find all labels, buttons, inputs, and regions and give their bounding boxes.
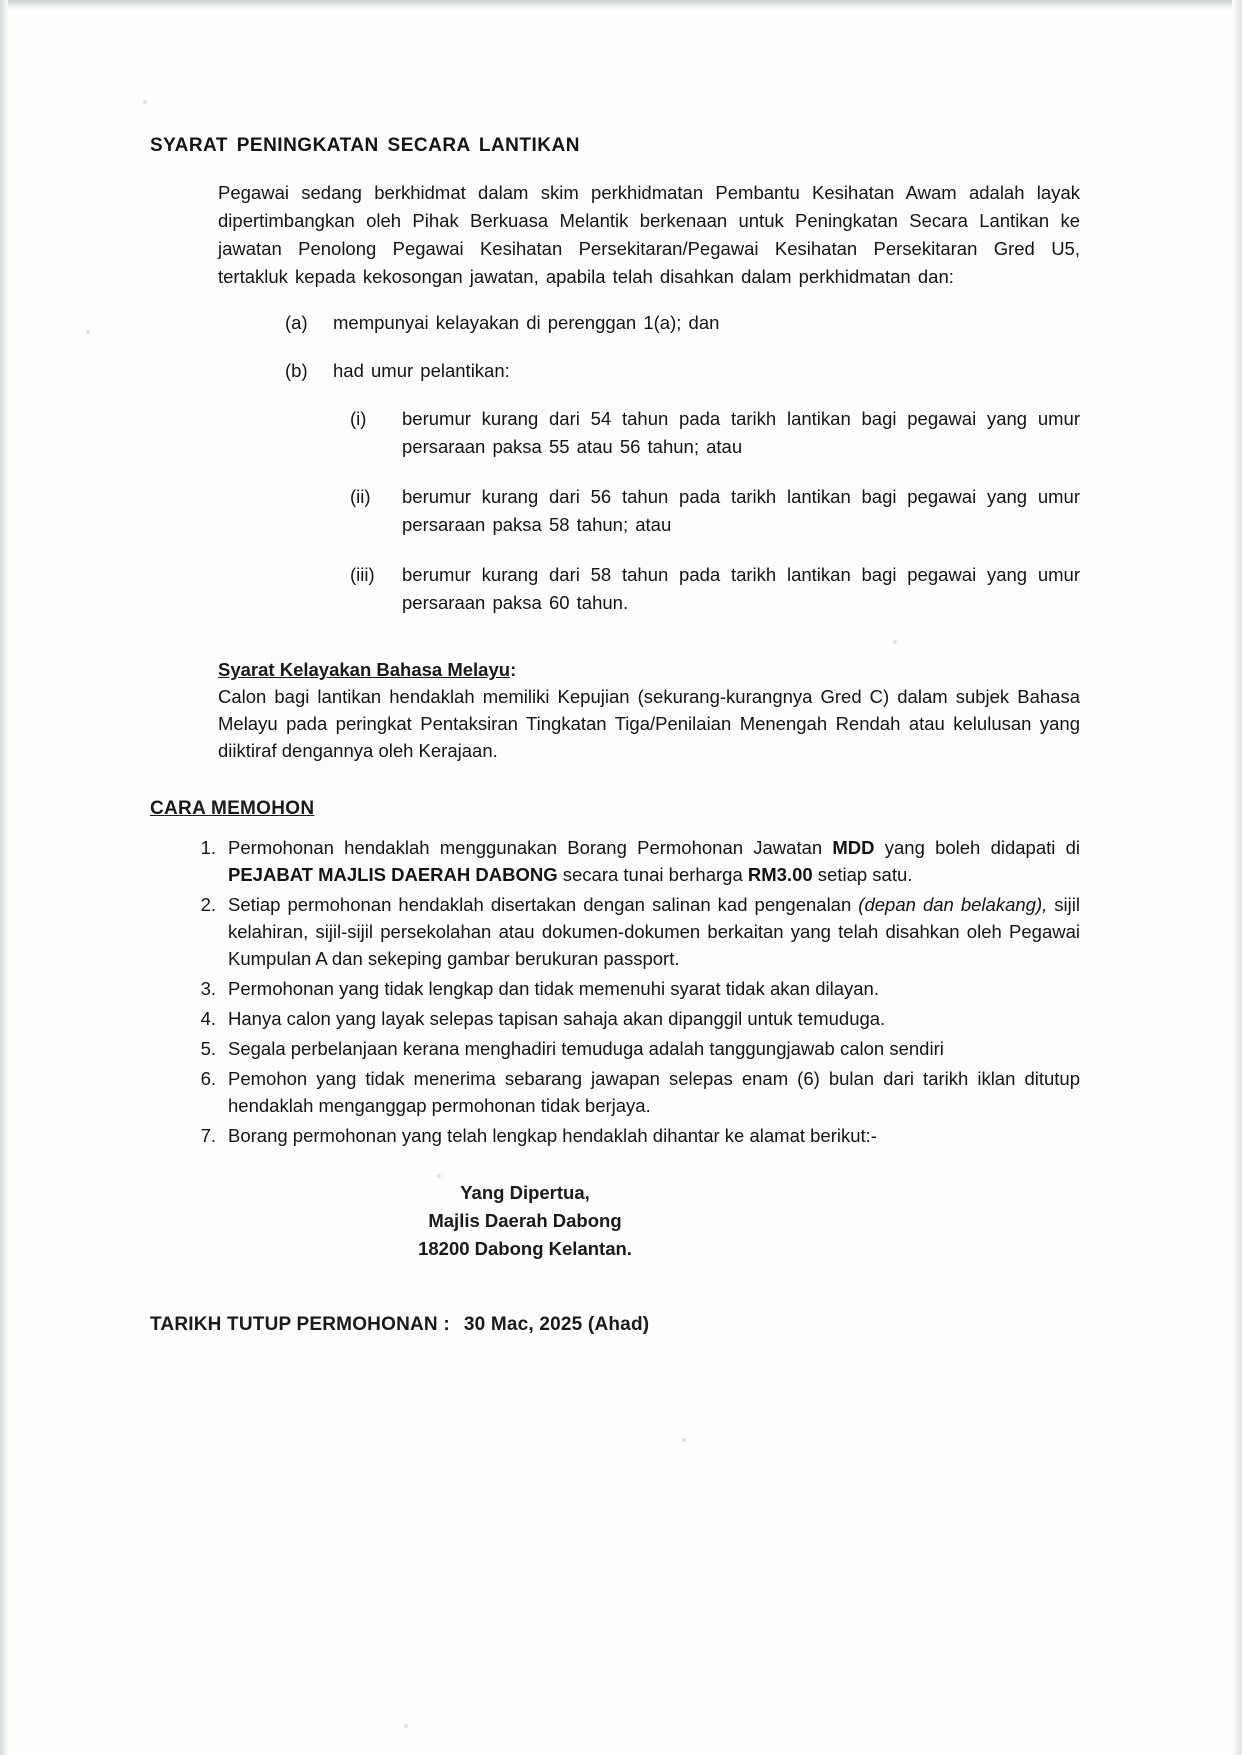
list-item [150, 975, 1080, 1002]
scan-edge-top [0, 0, 1242, 10]
intro-paragraph: Pegawai sedang berkhidmat dalam skim perkhidmatan Pembantu Kesihatan Awam adalah layak dipertimbangkan oleh Pihak Berkuasa Melantik berkenaan untuk Peningkatan Secara Lantikan ke jawatan Penolong Pegawai Kesihatan Persekitaran/Pegawai Kesihatan Persekitaran Gred U5, tertakluk kepada kekosongan jawatan, apabila telah disahkan dalam perkhidmatan dan: [218, 182, 1080, 287]
scan-edge-right [1232, 0, 1242, 1755]
how-to-apply-title: CARA MEMOHON [150, 798, 315, 819]
address-line-2: Majlis Daerah Dabong [428, 1210, 622, 1231]
scan-edge-left [0, 0, 8, 1755]
age-limit-item-ii [150, 483, 1080, 539]
list-text: had umur pelantikan: [333, 360, 510, 381]
list-marker: (a) [285, 312, 308, 333]
scan-speck [682, 1438, 686, 1442]
address-line-3: 18200 Dabong Kelantan. [418, 1238, 632, 1259]
condition-item-a [150, 309, 1080, 337]
page-title: SYARAT PENINGKATAN SECARA LANTIKAN [150, 135, 580, 156]
list-item [150, 1005, 1080, 1032]
list-item [150, 1065, 1080, 1119]
list-text: berumur kurang dari 58 tahun pada tarikh lantikan bagi pegawai yang umur persaraan paksa 60 tahun. [402, 564, 1080, 613]
list-item [150, 1035, 1080, 1062]
list-marker: (b) [285, 360, 308, 381]
age-limit-item-iii [150, 561, 1080, 617]
list-text: berumur kurang dari 54 tahun pada tarikh lantikan bagi pegawai yang umur persaraan paksa 55 atau 56 tahun; atau [402, 408, 1080, 457]
scan-speck [404, 1724, 408, 1728]
deadline-row [150, 1314, 1080, 1336]
list-item [150, 1122, 1080, 1149]
document-content [150, 135, 1080, 1336]
list-item-content: Segala perbelanjaan kerana menghadiri temuduga adalah tanggungjawab calon sendiri [228, 1038, 944, 1059]
list-marker: (i) [350, 408, 367, 429]
list-item-content: Permohonan yang tidak lengkap dan tidak memenuhi syarat tidak akan dilayan. [228, 978, 879, 999]
list-item [150, 834, 1080, 888]
list-item-content: Permohonan hendaklah menggunakan Borang Permohonan Jawatan MDD yang boleh didapati di PEJABAT MAJLIS DAERAH DABONG secara tunai berharga RM3.00 setiap satu. [228, 837, 1080, 885]
language-requirement-heading-text: Syarat Kelayakan Bahasa Melayu [218, 659, 511, 680]
list-text: mempunyai kelayakan di perenggan 1(a); dan [333, 312, 720, 333]
list-marker: (ii) [350, 486, 371, 507]
address-line-1: Yang Dipertua, [460, 1182, 590, 1203]
scan-speck [86, 330, 90, 334]
deadline-label: TARIKH TUTUP PERMOHONAN : [150, 1314, 450, 1335]
list-item-content: Pemohon yang tidak menerima sebarang jawapan selepas enam (6) bulan dari tarikh iklan ditutup hendaklah menganggap permohonan tidak berjaya. [228, 1068, 1080, 1116]
language-requirement-heading-colon: : [510, 659, 517, 680]
list-item-content: Setiap permohonan hendaklah disertakan dengan salinan kad pengenalan (depan dan belakang), sijil kelahiran, sijil-sijil persekolahan atau dokumen-dokumen berkaitan yang telah disahkan oleh Pegawai Kumpulan A dan sekeping gambar berukuran passport. [228, 894, 1080, 969]
list-marker: (iii) [350, 564, 375, 585]
language-requirement-body: Calon bagi lantikan hendaklah memiliki Kepujian (sekurang-kurangnya Gred C) dalam subjek Bahasa Melayu pada peringkat Pentaksiran Tingkatan Tiga/Penilaian Menengah Rendah atau kelulusan yang diiktiraf dengannya oleh Kerajaan. [218, 686, 1080, 761]
list-item-content: Borang permohonan yang telah lengkap hendaklah dihantar ke alamat berikut:- [228, 1125, 877, 1146]
language-requirement-heading [150, 659, 1080, 681]
deadline-value: 30 Mac, 2025 (Ahad) [463, 1314, 650, 1335]
condition-item-b [150, 357, 1080, 385]
age-limit-item-i [150, 405, 1080, 461]
list-item [150, 891, 1080, 972]
address-block [150, 1179, 1080, 1262]
how-to-apply-list [150, 834, 1080, 1149]
scan-speck [143, 100, 147, 104]
list-text: berumur kurang dari 56 tahun pada tarikh lantikan bagi pegawai yang umur persaraan paksa 58 tahun; atau [402, 486, 1080, 535]
list-item-content: Hanya calon yang layak selepas tapisan sahaja akan dipanggil untuk temuduga. [228, 1008, 886, 1029]
